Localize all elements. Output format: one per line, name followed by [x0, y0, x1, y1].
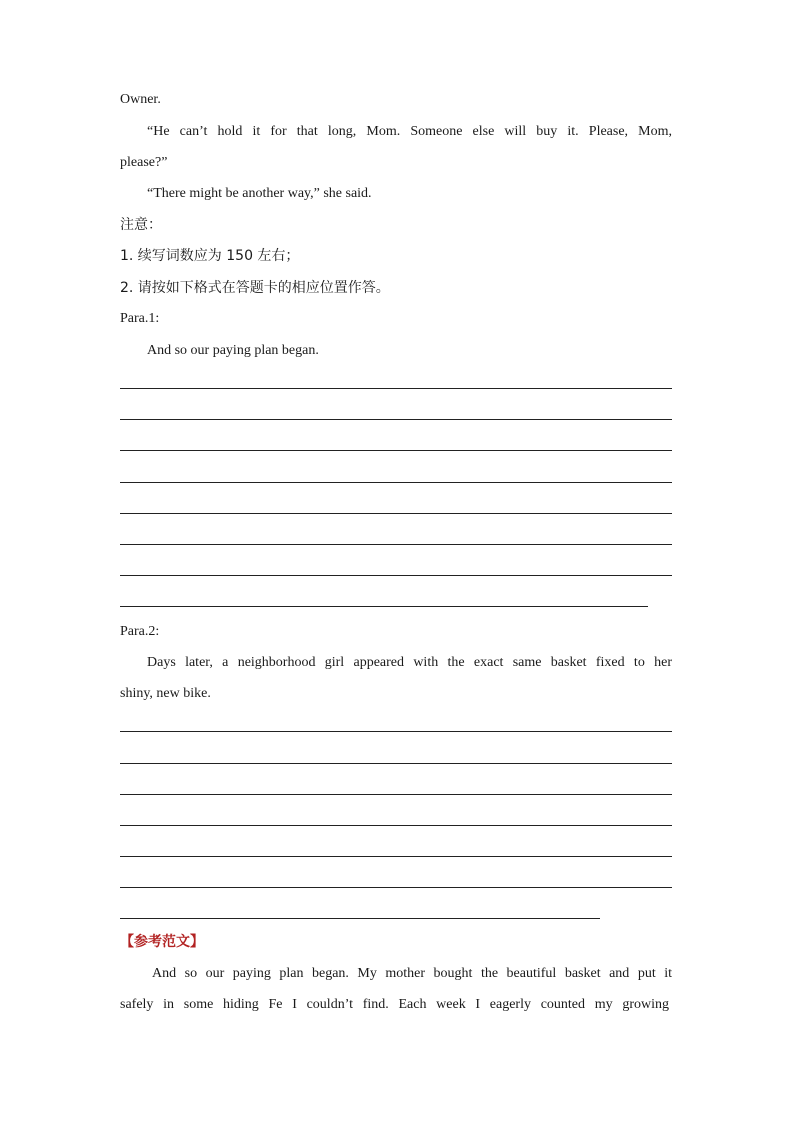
answer-line	[120, 606, 648, 607]
para2-label: Para.2:	[120, 624, 160, 639]
answer-line	[120, 575, 672, 576]
answer-line	[120, 482, 672, 483]
answer-line	[120, 918, 600, 919]
para2-start-text-line-1: Days later, a neighborhood girl appeared with the exact same basket fixed to her	[147, 655, 672, 670]
note-item-1: 1. 续写词数应为 150 左右；	[120, 248, 300, 264]
text-he-line-1: “He can’t hold it for that long, Mom. Someone else will buy it. Please, Mom,	[147, 124, 672, 139]
para1-label: Para.1:	[120, 311, 160, 326]
text-there-line: “There might be another way,” she said.	[147, 186, 372, 201]
answer-line	[120, 825, 672, 826]
answer-line	[120, 731, 672, 732]
answer-line	[120, 388, 672, 389]
answer-line	[120, 513, 672, 514]
note-title: 注意：	[120, 217, 162, 233]
answer-line	[120, 794, 672, 795]
para1-start-text: And so our paying plan began.	[147, 343, 319, 358]
answer-line	[120, 450, 672, 451]
text-he-line-2: please?”	[120, 155, 168, 170]
answer-line	[120, 856, 672, 857]
reference-essay-line-1: And so our paying plan began. My mother bought the beautiful basket and put it	[152, 966, 672, 981]
answer-line	[120, 887, 672, 888]
reference-essay-line-2: safely in some hiding Fe I couldn’t find. Each week I eagerly counted my growing	[120, 997, 669, 1012]
text-owner: Owner.	[120, 92, 161, 107]
answer-line	[120, 763, 672, 764]
answer-line	[120, 544, 672, 545]
answer-line	[120, 419, 672, 420]
reference-essay-heading: 【参考范文】	[120, 934, 204, 950]
note-item-2: 2. 请按如下格式在答题卡的相应位置作答。	[120, 280, 390, 296]
para2-start-text-line-2: shiny, new bike.	[120, 686, 211, 701]
